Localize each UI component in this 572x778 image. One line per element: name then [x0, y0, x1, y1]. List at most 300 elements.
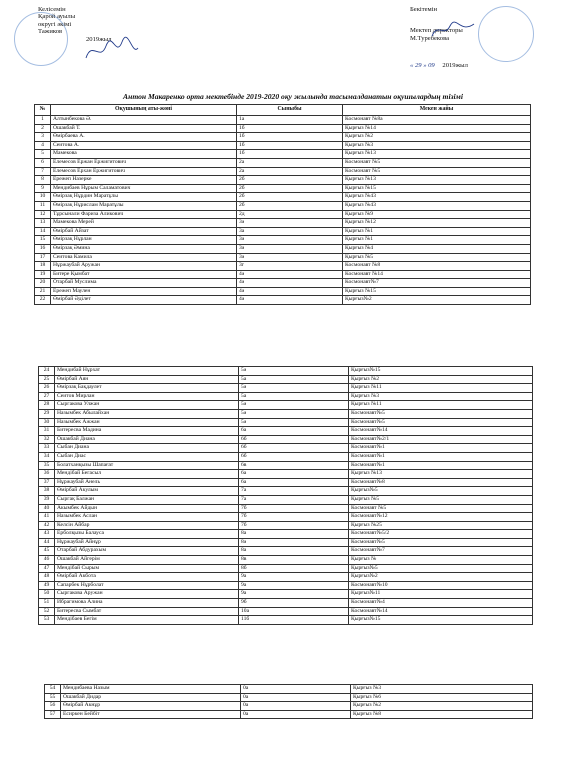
cell-number: 11 — [35, 201, 51, 210]
cell-number: 1 — [35, 116, 51, 125]
cell-address: Космонавт№2/1 — [349, 435, 533, 444]
cell-number: 43 — [39, 530, 55, 539]
cell-student-name: Мендібаев Бегім — [55, 616, 239, 625]
table-row — [39, 435, 533, 444]
cell-grade: 4ә — [237, 270, 343, 279]
cell-student-name: Назымбек Аслан — [55, 513, 239, 522]
cell-number: 53 — [39, 616, 55, 625]
approval-line-1: Келісемін — [38, 6, 66, 13]
cell-student-name: Өмірбай Акулым — [55, 487, 239, 496]
table-row — [39, 513, 533, 522]
cell-grade: 2а — [237, 167, 343, 176]
cell-number: 6 — [35, 158, 51, 167]
cell-address: Космонавт№7 — [343, 279, 531, 288]
cell-number: 21 — [35, 287, 51, 296]
col-header-number: № — [35, 105, 51, 116]
table-row — [39, 573, 533, 582]
cell-grade: 3ә — [237, 244, 343, 253]
cell-address: Қырғыз №5 — [343, 253, 531, 262]
cell-grade: 7б — [239, 521, 349, 530]
approval-line-4: Тажиков — [38, 28, 63, 36]
cell-grade: 3г — [237, 262, 343, 271]
approval-year: 2019жыл — [442, 62, 468, 69]
cell-grade: 9б — [239, 599, 349, 608]
table-row — [35, 201, 531, 210]
cell-student-name: Битере Қымбат — [51, 270, 237, 279]
cell-grade: 0а — [241, 693, 351, 702]
cell-address: Қырғыз №3 — [349, 392, 533, 401]
table-row — [39, 607, 533, 616]
table-row — [39, 375, 533, 384]
cell-grade: 5а — [239, 375, 349, 384]
cell-number: 56 — [45, 702, 61, 711]
cell-number: 15 — [35, 236, 51, 245]
cell-number: 13 — [35, 219, 51, 228]
cell-grade: 1б — [237, 150, 343, 159]
approval-line-2: Қарой ауылы — [38, 13, 76, 21]
cell-grade: 3ә — [237, 236, 343, 245]
table-row — [39, 427, 533, 436]
table-row — [39, 538, 533, 547]
cell-student-name: Ерболқызы Балауса — [55, 530, 239, 539]
table-row — [39, 495, 533, 504]
table-row — [45, 685, 533, 694]
cell-number: 31 — [39, 427, 55, 436]
cell-student-name: Алтынбекова Ә. — [51, 116, 237, 125]
cell-address: Қырғыз №13 — [349, 470, 533, 479]
cell-number: 51 — [39, 599, 55, 608]
cell-grade: 6б — [239, 435, 349, 444]
cell-grade: 7б — [239, 504, 349, 513]
cell-number: 47 — [39, 564, 55, 573]
cell-grade: 7б — [239, 513, 349, 522]
table-row — [39, 616, 533, 625]
approve-line-1: Бекітемін — [410, 6, 438, 13]
right-date-row — [410, 62, 468, 69]
table-row — [39, 530, 533, 539]
approval-line-3: округі әкімі — [38, 20, 72, 28]
table-row — [39, 581, 533, 590]
cell-number: 26 — [39, 384, 55, 393]
cell-number: 19 — [35, 270, 51, 279]
cell-grade: 9а — [239, 581, 349, 590]
table-row — [35, 262, 531, 271]
students-table-part-3 — [44, 684, 533, 719]
table-row — [35, 193, 531, 202]
cell-number: 12 — [35, 210, 51, 219]
table-row — [39, 452, 533, 461]
cell-address: Қырғыз №3 — [351, 685, 533, 694]
cell-student-name: Өмірзақ Нұрислам Маратұлы — [51, 201, 237, 210]
cell-number: 7 — [35, 167, 51, 176]
cell-address: Қырғыз №15 — [343, 287, 531, 296]
cell-grade: 8а — [239, 530, 349, 539]
cell-student-name: Өмірзақ Бақдаулет — [55, 384, 239, 393]
cell-number: 42 — [39, 521, 55, 530]
cell-address: Қырғыз №9 — [343, 210, 531, 219]
table-row — [35, 227, 531, 236]
cell-grade: 4ә — [237, 279, 343, 288]
table-row — [39, 556, 533, 565]
cell-address: Космонавт№8 — [349, 478, 533, 487]
table-row — [35, 253, 531, 262]
cell-student-name: Акымбек Айдын — [55, 504, 239, 513]
cell-address: Қырғыз№15 — [349, 616, 533, 625]
left-signature — [82, 36, 142, 66]
cell-address: Космонавт№12 — [349, 513, 533, 522]
cell-student-name: Сыбан Диас — [55, 452, 239, 461]
cell-student-name: Нұржаубай Аружан — [51, 262, 237, 271]
table-row — [35, 236, 531, 245]
cell-grade: 2б — [237, 176, 343, 185]
cell-student-name: Отарбай Муслима — [51, 279, 237, 288]
cell-student-name: Ережеп Назерке — [51, 176, 237, 185]
official-stamp — [14, 12, 68, 66]
cell-address: Космонавт№5 — [349, 538, 533, 547]
cell-address: Космонавт№1 — [349, 452, 533, 461]
cell-number: 49 — [39, 581, 55, 590]
table-row — [39, 401, 533, 410]
cell-number: 35 — [39, 461, 55, 470]
cell-address: Қырғыз№2 — [349, 573, 533, 582]
cell-address: Қырғыз №2 — [343, 133, 531, 142]
cell-grade: 10а — [239, 607, 349, 616]
table-row — [35, 141, 531, 150]
table-row — [39, 547, 533, 556]
table-row — [39, 409, 533, 418]
cell-address: Қырғыз №5 — [349, 495, 533, 504]
cell-grade: 5а — [239, 392, 349, 401]
table-row — [39, 504, 533, 513]
table-row — [39, 590, 533, 599]
cell-grade: 2б — [237, 184, 343, 193]
cell-address: Космонавт №5 — [343, 158, 531, 167]
cell-number: 29 — [39, 409, 55, 418]
cell-number: 34 — [39, 452, 55, 461]
table-row — [35, 167, 531, 176]
cell-number: 52 — [39, 607, 55, 616]
cell-student-name: Өмірзақ Нұрдин Маратұлы — [51, 193, 237, 202]
table-row — [39, 487, 533, 496]
cell-student-name: Өмірзақ Нұрлан — [51, 236, 237, 245]
cell-student-name: Өмірбай Айзат — [51, 227, 237, 236]
cell-number: 5 — [35, 150, 51, 159]
cell-student-name: Елемесов Ерхан Ержигитович — [51, 167, 237, 176]
table-row — [45, 702, 533, 711]
cell-student-name: Сыргакова Улжан — [55, 401, 239, 410]
cell-number: 38 — [39, 487, 55, 496]
cell-grade: 5ә — [239, 401, 349, 410]
cell-student-name: Назымбек Ажжан — [55, 418, 239, 427]
cell-student-name: Мендібай Бегасыл — [55, 470, 239, 479]
table-row — [39, 384, 533, 393]
table-row — [35, 287, 531, 296]
approve-line-3: М.Туребекова — [410, 34, 450, 42]
cell-address: Космонавт №14 — [343, 270, 531, 279]
cell-student-name: Өмірзақ Әмина — [51, 244, 237, 253]
date-fill: « 29 » 09 — [410, 62, 435, 69]
table-row — [35, 244, 531, 253]
cell-number: 54 — [45, 685, 61, 694]
cell-address: Қырғыз№5 — [349, 564, 533, 573]
cell-number: 8 — [35, 176, 51, 185]
cell-number: 16 — [35, 244, 51, 253]
cell-number: 48 — [39, 573, 55, 582]
cell-number: 41 — [39, 513, 55, 522]
table-header-row — [35, 105, 531, 116]
cell-address: Қырғыз №13 — [343, 150, 531, 159]
cell-number: 24 — [39, 367, 55, 376]
cell-student-name: Өмірбай Акбота — [55, 573, 239, 582]
cell-grade: 0а — [241, 702, 351, 711]
cell-address: Қырғыз №25 — [349, 521, 533, 530]
cell-number: 44 — [39, 538, 55, 547]
cell-student-name: Өмірбай Аян — [55, 375, 239, 384]
cell-address: Қырғыз №3 — [343, 141, 531, 150]
table-row — [35, 210, 531, 219]
table-row — [39, 418, 533, 427]
cell-number: 30 — [39, 418, 55, 427]
cell-student-name: Битересва Мадина — [55, 427, 239, 436]
cell-grade: 9а — [239, 573, 349, 582]
cell-grade: 2а — [237, 158, 343, 167]
cell-address: Космонавт№5/2 — [349, 530, 533, 539]
cell-address: Космонавт№5 — [349, 418, 533, 427]
cell-number: 17 — [35, 253, 51, 262]
cell-student-name: Өмірбай Әділет — [51, 296, 237, 305]
col-header-address: Мекен жайы — [343, 105, 531, 116]
approval-date: 2019жыл — [86, 35, 112, 43]
cell-student-name: Сеитова Камила — [51, 253, 237, 262]
cell-number: 36 — [39, 470, 55, 479]
cell-student-name: Ибрагимова Алина — [55, 599, 239, 608]
table-row — [39, 392, 533, 401]
cell-grade: 5ә — [239, 384, 349, 393]
cell-address: Космонавт №5 — [349, 504, 533, 513]
cell-address: Космонавт№4 — [349, 599, 533, 608]
cell-grade: 0а — [241, 685, 351, 694]
table-row — [35, 184, 531, 193]
cell-number: 18 — [35, 262, 51, 271]
cell-grade: 3а — [237, 227, 343, 236]
cell-number: 57 — [45, 710, 61, 719]
cell-grade: 1а — [237, 116, 343, 125]
school-stamp — [478, 6, 534, 62]
cell-student-name: Сыбан Диана — [55, 444, 239, 453]
cell-grade: 3ә — [237, 253, 343, 262]
cell-student-name: Сеитова А. — [51, 141, 237, 150]
cell-grade: 0а — [241, 710, 351, 719]
cell-number: 4 — [35, 141, 51, 150]
cell-number: 10 — [35, 193, 51, 202]
cell-grade: 11б — [239, 616, 349, 625]
cell-grade: 3ә — [237, 219, 343, 228]
cell-number: 14 — [35, 227, 51, 236]
cell-address: Қырғыз№11 — [349, 590, 533, 599]
cell-student-name: Битересва Сымбат — [55, 607, 239, 616]
col-header-grade: Сыныбы — [237, 105, 343, 116]
cell-grade: 8б — [239, 564, 349, 573]
cell-address: Космонавт№1 — [349, 461, 533, 470]
cell-grade: 5ә — [239, 409, 349, 418]
cell-student-name: Есиркен Бейбіт — [61, 710, 241, 719]
cell-address: Қырғыз №12 — [343, 219, 531, 228]
cell-number: 39 — [39, 495, 55, 504]
table-row — [39, 444, 533, 453]
cell-address: Космонавт№5 — [349, 409, 533, 418]
cell-address: Қырғыз №15 — [343, 184, 531, 193]
cell-address: Космонавт№7 — [349, 547, 533, 556]
cell-student-name: Ережеп Маулен — [51, 287, 237, 296]
cell-address: Қырғыз№15 — [349, 367, 533, 376]
cell-student-name: Мамекова — [51, 150, 237, 159]
cell-student-name: Мамекова Мерей — [51, 219, 237, 228]
cell-address: Космонавт №8 — [343, 262, 531, 271]
cell-grade: 2б — [237, 201, 343, 210]
cell-grade: 4ә — [237, 287, 343, 296]
col-header-name: Оқушының аты-жөні — [51, 105, 237, 116]
cell-number: 50 — [39, 590, 55, 599]
cell-student-name: Ошакбай Дидар — [61, 693, 241, 702]
cell-student-name: Отарбай Абдурахым — [55, 547, 239, 556]
cell-grade: 6а — [239, 478, 349, 487]
cell-number: 45 — [39, 547, 55, 556]
cell-student-name: Ошакбай Диана — [55, 435, 239, 444]
cell-address: Қырғыз №43 — [343, 193, 531, 202]
table-row — [35, 150, 531, 159]
cell-grade: 8а — [239, 547, 349, 556]
cell-number: 40 — [39, 504, 55, 513]
cell-student-name: Тұрсынали Фариза Аликович — [51, 210, 237, 219]
cell-number: 2 — [35, 124, 51, 133]
cell-student-name: Ошакбай Т. — [51, 124, 237, 133]
cell-student-name: Болатханқызы Шапағат — [55, 461, 239, 470]
cell-number: 46 — [39, 556, 55, 565]
cell-number: 33 — [39, 444, 55, 453]
cell-address: Қырғыз №14 — [343, 124, 531, 133]
cell-address: Қырғыз №43 — [343, 201, 531, 210]
cell-grade: 1б — [237, 133, 343, 142]
cell-address: Космонавт№10 — [349, 581, 533, 590]
cell-student-name: Сыргақ Балжан — [55, 495, 239, 504]
table-row — [35, 279, 531, 288]
cell-student-name: Сапарбек Нұрболат — [55, 581, 239, 590]
table-row — [35, 296, 531, 305]
cell-number: 20 — [35, 279, 51, 288]
table-row — [35, 158, 531, 167]
cell-student-name: Келсін Айбар — [55, 521, 239, 530]
table-row — [39, 367, 533, 376]
cell-student-name: Назымбек Абылайхан — [55, 409, 239, 418]
cell-number: 22 — [35, 296, 51, 305]
cell-address: Қырғыз№2 — [343, 296, 531, 305]
cell-student-name: Өмірбай Акнұр — [61, 702, 241, 711]
right-signature — [430, 18, 476, 42]
cell-student-name: Нұржаубай Анель — [55, 478, 239, 487]
cell-grade: 9а — [239, 590, 349, 599]
table-row — [35, 133, 531, 142]
cell-address: Қырғыз №2 — [351, 702, 533, 711]
cell-grade: 8ә — [239, 538, 349, 547]
cell-number: 27 — [39, 392, 55, 401]
cell-address: Қырғыз №8 — [351, 710, 533, 719]
cell-address: Қырғыз №4 — [343, 244, 531, 253]
cell-address: Қырғыз №11 — [349, 384, 533, 393]
cell-address: Қырғыз №1 — [343, 236, 531, 245]
table-row — [35, 176, 531, 185]
cell-student-name: Өмірбаева А. — [51, 133, 237, 142]
cell-grade: 6б — [239, 444, 349, 453]
cell-number: 32 — [39, 435, 55, 444]
cell-student-name: Мендибаева Назым — [61, 685, 241, 694]
cell-number: 37 — [39, 478, 55, 487]
table-row — [39, 521, 533, 530]
cell-address: Космонавт№14 — [349, 607, 533, 616]
cell-grade: 1б — [237, 124, 343, 133]
cell-number: 3 — [35, 133, 51, 142]
students-table-part-2 — [38, 366, 533, 625]
cell-address: Қырғыз №6 — [351, 693, 533, 702]
cell-number: 25 — [39, 375, 55, 384]
table-row — [35, 219, 531, 228]
cell-address: Космонавт №5 — [343, 167, 531, 176]
cell-grade: 1б — [237, 141, 343, 150]
cell-number: 55 — [45, 693, 61, 702]
table-row — [45, 693, 533, 702]
cell-address: Космонавт№14 — [349, 427, 533, 436]
table-row — [39, 478, 533, 487]
cell-student-name: Елемесов Ержан Ержигитович — [51, 158, 237, 167]
cell-grade: 5ә — [239, 367, 349, 376]
cell-student-name: Нұржаубай Айнұр — [55, 538, 239, 547]
cell-student-name: Мендибай Нұрхат — [55, 367, 239, 376]
cell-grade: 7а — [239, 495, 349, 504]
document-title: Антон Макаренко орта мектебінде 2019-2020 оқу жылында тасымалданатын оқушылардың тізімі — [123, 92, 463, 101]
cell-student-name: Мендібай Сырым — [55, 564, 239, 573]
approve-line-2: Мектеп директоры — [410, 27, 463, 35]
cell-number: 9 — [35, 184, 51, 193]
cell-grade: 6в — [239, 461, 349, 470]
cell-grade: 6а — [239, 470, 349, 479]
cell-address: Космонавт №8а — [343, 116, 531, 125]
table-row — [39, 470, 533, 479]
cell-grade: 2д — [237, 210, 343, 219]
cell-grade: 4ә — [237, 296, 343, 305]
cell-address: Қырғыз №1 — [343, 227, 531, 236]
cell-grade: 5ә — [239, 418, 349, 427]
cell-grade: 6а — [239, 427, 349, 436]
table-row — [45, 710, 533, 719]
cell-address: Космонавт№1 — [349, 444, 533, 453]
cell-grade: 6б — [239, 452, 349, 461]
cell-address: Қырғыз №11 — [349, 401, 533, 410]
cell-grade: 2б — [237, 193, 343, 202]
table-row — [39, 564, 533, 573]
cell-student-name: Сыргакова Аружан — [55, 590, 239, 599]
cell-student-name: Ошакбай Айгерім — [55, 556, 239, 565]
table-row — [39, 599, 533, 608]
cell-student-name: Сеитов Мирлан — [55, 392, 239, 401]
table-row — [39, 461, 533, 470]
cell-address: Қырғыз№5 — [349, 487, 533, 496]
cell-student-name: Мендибаев Нұрым Саламатович — [51, 184, 237, 193]
table-row — [35, 124, 531, 133]
table-row — [35, 270, 531, 279]
cell-grade: 7а — [239, 487, 349, 496]
students-table-part-1 — [34, 104, 531, 305]
cell-address: Қырғыз № — [349, 556, 533, 565]
cell-grade: 8в — [239, 556, 349, 565]
